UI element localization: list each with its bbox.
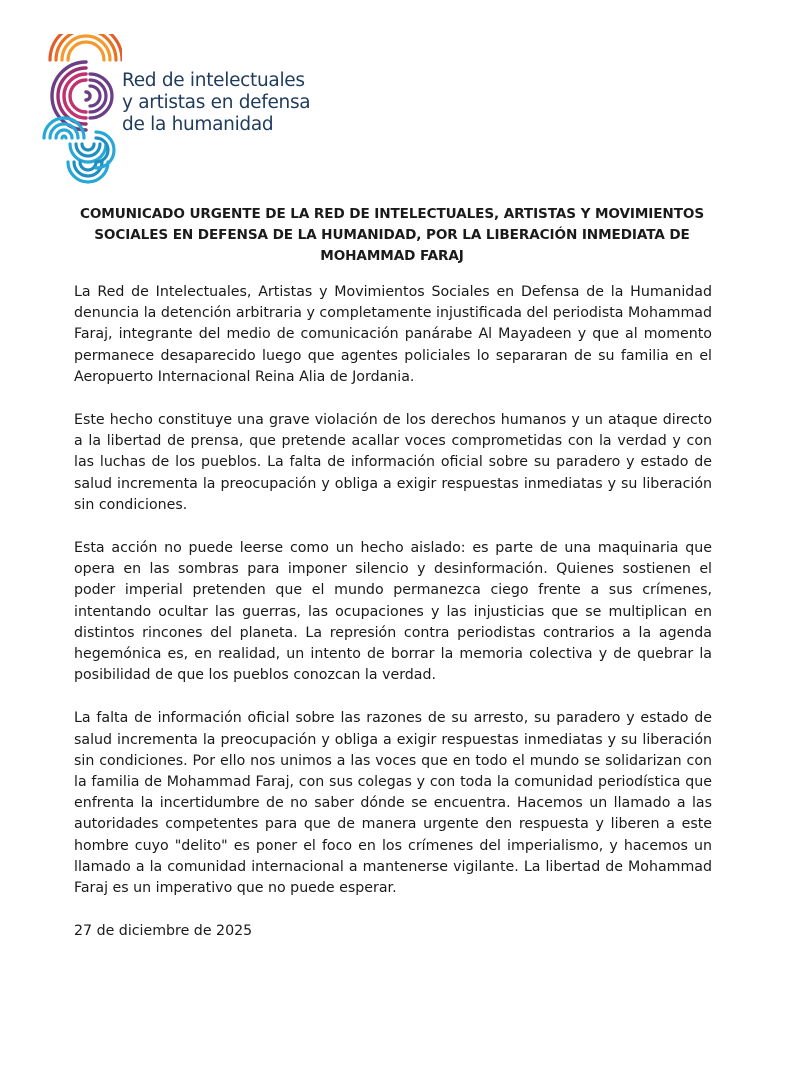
orange-arcs (50, 34, 122, 60)
paragraph-4: La falta de información oficial sobre las razones de su arresto, su paradero y estado de salud incrementa la preocupación y obliga a exigir respuestas inmediatas y su liberación sin condiciones. Por ello nos unimos a las voces que en todo el mundo se solidarizan con la familia de Mohammad Faraj, con sus colegas y con toda la comunidad periodística que enfrenta la incertidumbre de no saber dónde se encuentra. Hacemos un llamado a las autoridades competentes para que de manera urgente den respuesta y liberen a este hombre cuyo "delito" es poner el foco en los crímenes del imperialismo, y hacemos un llamado a la comunidad internacional a mantenerse vigilante. La libertad de Mohammad Faraj es un imperativo que no puede esperar. (74, 710, 712, 897)
paragraph-3: Esta acción no puede leerse como un hecho aislado: es parte de una maquinaria que opera en las sombras para imponer silencio y desinformación. Quienes sostienen el poder imperial pretenden que el mundo permanezca ciego frente a sus crímenes, intentando ocultar las guerras, las ocupaciones y las injusticias que se multiplican en distintos rincones del planeta. La represión contra periodistas contrarios a la agenda hegemónica es, en realidad, un intento de borrar la memoria colectiva y de quebrar la posibilidad de que los pueblos conozcan la verdad. (74, 540, 712, 684)
paragraph-2: Este hecho constituye una grave violación de los derechos humanos y un ataque directo a la libertad de prensa, que pretende acallar voces comprometidas con la verdad y con las luchas de los pueblos. La falta de información oficial sobre su paradero y estado de salud incrementa la preocupación y obliga a exigir respuestas inmediatas y su liberación sin condiciones. (74, 412, 712, 513)
paragraph-1: La Red de Intelectuales, Artistas y Movimientos Sociales en Defensa de la Humanidad denuncia la detención arbitraria y completamente injustificada del periodista Mohammad Faraj, integrante del medio de comunicación panárabe Al Mayadeen y que al momento permanece desaparecido luego que agentes policiales lo separaran de su familia en el Aeropuerto Internacional Reina Alia de Jordania. (74, 284, 712, 385)
logo-line-2: y artistas en defensa (122, 92, 311, 113)
organization-logo (40, 34, 360, 184)
logo-line-1: Red de intelectuales (122, 70, 305, 91)
document-date: 27 de diciembre de 2025 (74, 923, 253, 940)
logo-wordmark (122, 70, 310, 136)
document-title: COMUNICADO URGENTE DE LA RED DE INTELECTUALES, ARTISTAS Y MOVIMIENTOS SOCIALES EN DEFENSA DE LA HUMANIDAD, POR LA LIBERACIÓN INMEDIATA DE MOHAMMAD FARAJ (79, 206, 705, 264)
document-body (74, 282, 712, 942)
logo-line-3: de la humanidad (122, 114, 274, 135)
logo-emblem-icon (40, 34, 122, 184)
teal-arcs (68, 132, 114, 182)
